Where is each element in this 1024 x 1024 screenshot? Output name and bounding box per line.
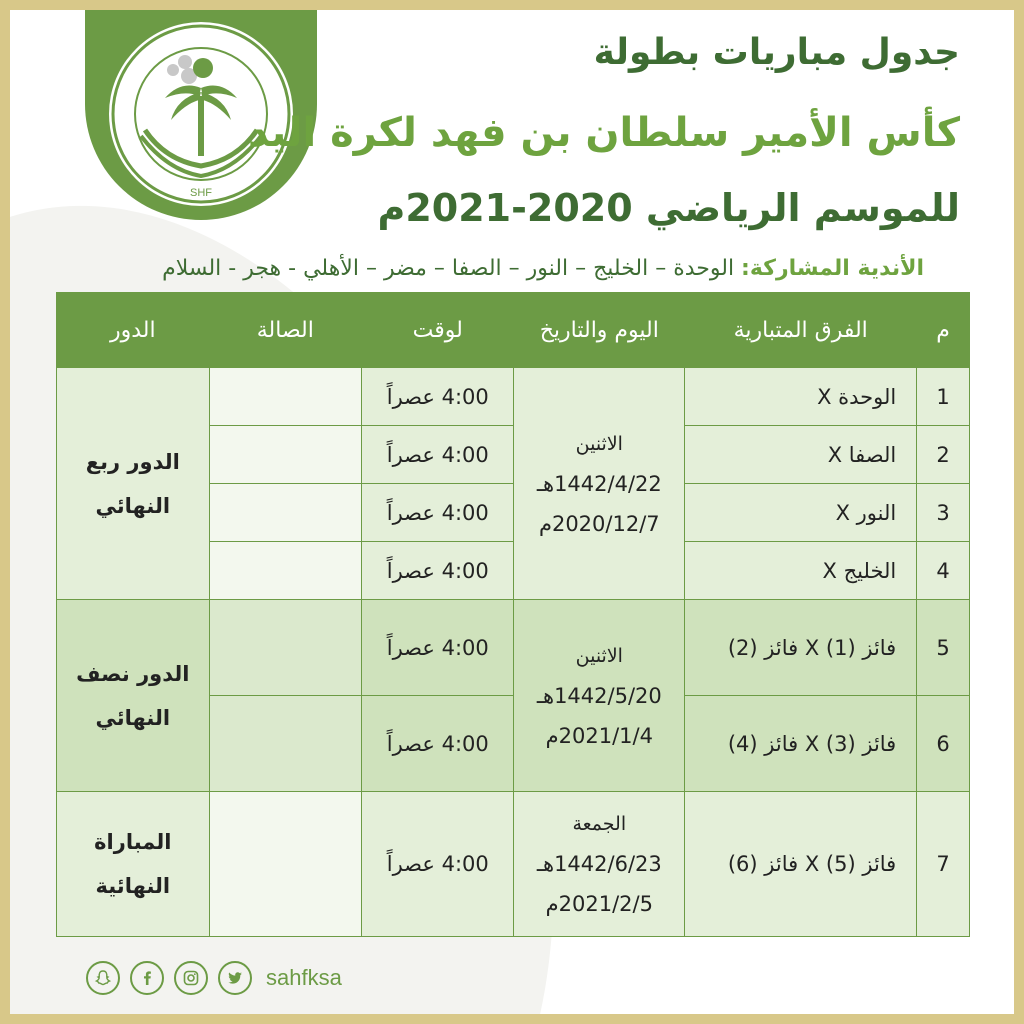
match-number: 1	[917, 368, 970, 426]
clubs-list: الوحدة – الخليج – النور – الصفا – مضر – الأهلي - هجر - السلام	[162, 256, 742, 281]
instagram-icon[interactable]	[174, 961, 208, 995]
title-line-3: للموسم الرياضي 2020-2021م	[377, 186, 960, 230]
round-line-1: المباراة	[94, 830, 172, 854]
match-teams: الصفا X	[685, 426, 917, 484]
participating-clubs	[162, 256, 924, 281]
date-day: الاثنين	[575, 432, 623, 455]
match-time: 4:00 عصراً	[362, 792, 514, 937]
header-hall: الصالة	[209, 293, 361, 368]
match-teams: الخليج X	[685, 542, 917, 600]
match-time: 4:00 عصراً	[362, 696, 514, 792]
date-gregorian: 2020/12/7م	[538, 511, 660, 536]
date-day: الاثنين	[575, 644, 623, 667]
title-line-2: كأس الأمير سلطان بن فهد لكرة اليد	[248, 110, 960, 156]
match-teams: فائز (5) X فائز (6)	[685, 792, 917, 937]
table-row	[57, 792, 970, 937]
header-teams: الفرق المتبارية	[685, 293, 917, 368]
match-date	[514, 368, 685, 600]
match-schedule-table	[56, 292, 970, 937]
header-number: م	[917, 293, 970, 368]
round-line-1: الدور نصف	[76, 661, 190, 686]
date-gregorian: 2021/1/4م	[545, 723, 653, 748]
clubs-label: الأندية المشاركة:	[741, 256, 924, 281]
match-round	[57, 600, 210, 792]
match-round	[57, 792, 210, 937]
match-hall	[209, 600, 361, 696]
match-date	[514, 600, 685, 792]
social-handle[interactable]: sahfksa	[266, 965, 342, 990]
social-footer	[86, 958, 342, 998]
table-row	[57, 600, 970, 696]
table-header-row	[57, 293, 970, 368]
match-hall	[209, 368, 361, 426]
title-line-1: جدول مباريات بطولة	[593, 32, 960, 73]
match-number: 4	[917, 542, 970, 600]
date-hijri: 1442/5/20هـ	[536, 683, 662, 708]
round-line-1: الدور ربع	[85, 449, 180, 474]
round-line-2: النهائي	[95, 493, 171, 518]
date-hijri: 1442/6/23هـ	[536, 852, 662, 876]
match-hall	[209, 792, 361, 937]
snapchat-icon[interactable]	[86, 961, 120, 995]
match-round	[57, 368, 210, 600]
facebook-icon[interactable]	[130, 961, 164, 995]
poster-frame	[10, 10, 1014, 1014]
match-time: 4:00 عصراً	[362, 426, 514, 484]
match-time: 4:00 عصراً	[362, 368, 514, 426]
match-teams: فائز (3) X فائز (4)	[685, 696, 917, 792]
match-number: 6	[917, 696, 970, 792]
header-round: الدور	[57, 293, 210, 368]
match-number: 2	[917, 426, 970, 484]
match-teams: فائز (1) X فائز (2)	[685, 600, 917, 696]
header-time: لوقت	[362, 293, 514, 368]
match-teams: الوحدة X	[685, 368, 917, 426]
table-row	[57, 368, 970, 426]
twitter-icon[interactable]	[218, 961, 252, 995]
date-hijri: 1442/4/22هـ	[536, 471, 662, 496]
header-date: اليوم والتاريخ	[514, 293, 685, 368]
match-hall	[209, 542, 361, 600]
match-time: 4:00 عصراً	[362, 542, 514, 600]
date-gregorian: 2021/2/5م	[545, 892, 653, 916]
match-number: 5	[917, 600, 970, 696]
match-number: 3	[917, 484, 970, 542]
match-hall	[209, 484, 361, 542]
date-day: الجمعة	[572, 813, 627, 835]
round-line-2: النهائية	[95, 874, 171, 898]
match-time: 4:00 عصراً	[362, 600, 514, 696]
round-line-2: النهائي	[95, 705, 171, 730]
match-hall	[209, 426, 361, 484]
logo-abbr: SHF	[190, 187, 212, 199]
match-date	[514, 792, 685, 937]
match-number: 7	[917, 792, 970, 937]
match-teams: النور X	[685, 484, 917, 542]
match-time: 4:00 عصراً	[362, 484, 514, 542]
match-hall	[209, 696, 361, 792]
